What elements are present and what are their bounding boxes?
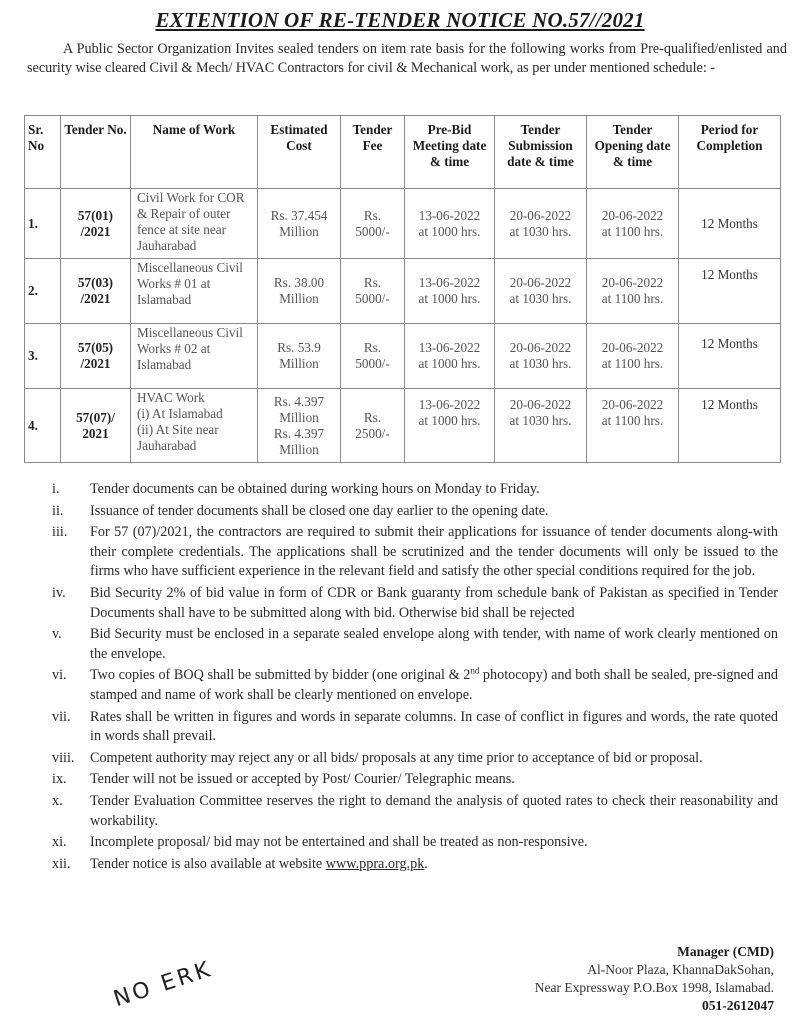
- designation: Manager (CMD): [677, 944, 774, 959]
- submission-date-value: 20-06-2022: [509, 340, 572, 355]
- submission-date: [495, 189, 587, 259]
- item-number: ii.: [52, 502, 64, 519]
- list-item: [52, 502, 778, 522]
- name-of-work: Miscellaneous Civil Works # 01 at Islamabad: [131, 259, 258, 324]
- submission-time-value: at 1030 hrs.: [509, 291, 572, 306]
- sr-no: 2.: [25, 259, 61, 324]
- cost-line2: Million: [279, 356, 319, 371]
- cost-line1: Rs. 38.00: [273, 275, 325, 290]
- handwritten-annotation: NO ERK: [110, 956, 216, 1013]
- submission-date: [495, 259, 587, 324]
- fee-line2: 5000/-: [355, 291, 390, 306]
- opening-time-value: at 1100 hrs.: [601, 223, 664, 239]
- estimated-cost: [258, 189, 341, 259]
- list-item: [52, 770, 778, 790]
- pre-bid-date: [405, 389, 495, 463]
- header-submission: Tender Submission date & time: [495, 116, 587, 189]
- period: 12 Months: [679, 324, 781, 389]
- cost-line1: Rs. 4.397: [273, 393, 325, 409]
- item-number: v.: [52, 626, 62, 643]
- tender-no-line2: /2021: [80, 223, 111, 239]
- header-opening: Tender Opening date & time: [587, 116, 679, 189]
- table-row: [25, 324, 781, 389]
- tender-no-line2: 2021: [82, 425, 109, 441]
- fee-line1: Rs.: [363, 409, 382, 425]
- item-text: Tender will not be issued or accepted by Post/ Courier/ Telegraphic means.: [90, 771, 515, 788]
- header-tender-no: Tender No.: [61, 116, 131, 189]
- submission-date-value: 20-06-2022: [509, 275, 572, 290]
- item-number: i.: [52, 481, 60, 497]
- item-text: For 57 (07)/2021, the contractors are required to submit their applications for issuance of tender documents along-with their complete credentials. The applications shall be scrutinized and the tender documents will only be issued to the firms who have sufficient experience in the relevant field and satisfy the other special conditions required for the job.: [90, 524, 778, 580]
- tender-no-line2: /2021: [80, 356, 111, 371]
- notice-title: EXTENTION OF RE-TENDER NOTICE NO.57//2021: [155, 8, 645, 32]
- item-text-part: .: [424, 855, 428, 872]
- address-line2: Near Expressway P.O.Box 1998, Islamabad.: [534, 980, 774, 995]
- item-text: Competent authority may reject any or all bids/ proposals at any time prior to acceptance of bid or proposal.: [90, 749, 703, 766]
- list-item: [52, 792, 778, 831]
- sr-no: 1.: [25, 189, 61, 259]
- period: 12 Months: [679, 189, 781, 259]
- item-text: Tender documents can be obtained during working hours on Monday to Friday.: [90, 481, 540, 497]
- opening-time-value: at 1100 hrs.: [601, 413, 664, 428]
- item-number: vii.: [52, 708, 71, 725]
- pre-bid-date-value: 13-06-2022: [418, 275, 481, 290]
- header-tender-fee: Tender Fee: [341, 116, 405, 189]
- item-number: vi.: [52, 667, 67, 684]
- header-period: Period for Completion: [679, 116, 781, 189]
- tender-no-line2: /2021: [80, 291, 111, 306]
- item-text: Bid Security 2% of bid value in form of CDR or Bank guaranty from schedule bank of Pakistan as specified in Tender Documents shall have to be submitted along with bid. Otherwise bid shall be rejected: [90, 584, 778, 621]
- estimated-cost: [258, 324, 341, 389]
- fee-line1: Rs.: [363, 340, 382, 355]
- submission-date-value: 20-06-2022: [509, 207, 572, 223]
- period: 12 Months: [679, 389, 781, 463]
- cost-line2: Million: [279, 223, 319, 239]
- item-text: Tender Evaluation Committee reserves the right to demand the analysis of quoted rates to check their reasonability and workability.: [90, 792, 778, 829]
- tender-fee: [341, 189, 405, 259]
- header-sr-no: Sr. No: [25, 116, 61, 189]
- intro-paragraph: A Public Sector Organization Invites sealed tenders on item rate basis for the following works from Pre-qualified/enlisted and security wise cleared Civil & Mech/ HVAC Contractors for civil & Mechanical work, as per under mentioned schedule: -: [27, 41, 787, 76]
- signature-block: [535, 943, 774, 1015]
- website-link[interactable]: www.ppra.org.pk: [325, 855, 425, 872]
- list-item: [52, 833, 778, 853]
- name-line2: (i) At Islamabad: [137, 406, 223, 421]
- submission-date-value: 20-06-2022: [509, 397, 572, 412]
- item-text: Issuance of tender documents shall be closed one day earlier to the opening date.: [90, 502, 549, 519]
- name-line3: (ii) At Site near Jauharabad: [137, 422, 219, 453]
- opening-date-value: 20-06-2022: [601, 275, 664, 290]
- fee-line2: 5000/-: [355, 356, 390, 371]
- name-of-work: Civil Work for COR & Repair of outer fence at site near Jauharabad: [131, 189, 258, 259]
- opening-date-value: 20-06-2022: [601, 397, 664, 412]
- list-item: [52, 625, 778, 664]
- fee-line2: 5000/-: [355, 223, 390, 239]
- cost-line1: Rs. 53.9: [277, 340, 321, 355]
- cost-line1: Rs. 37.454: [270, 207, 328, 223]
- sr-no: 4.: [25, 389, 61, 463]
- table-row: [25, 259, 781, 324]
- item-text: Rates shall be written in figures and words in separate columns. In case of conflict in figures and words, the rate quoted in words shall prevail.: [90, 708, 778, 745]
- tender-no-line1: 57(05): [77, 340, 114, 355]
- opening-date: [587, 324, 679, 389]
- pre-bid-time-value: at 1000 hrs.: [418, 291, 481, 306]
- pre-bid-date-value: 13-06-2022: [418, 340, 481, 355]
- opening-date: [587, 389, 679, 463]
- header-name-of-work: Name of Work: [131, 116, 258, 189]
- list-item: [52, 855, 778, 875]
- cost-line2: Million: [279, 409, 319, 425]
- list-item: [52, 584, 778, 623]
- item-number: iv.: [52, 584, 66, 601]
- opening-date-value: 20-06-2022: [601, 207, 664, 223]
- cost-line4: Million: [279, 441, 319, 457]
- tender-no: [61, 324, 131, 389]
- fee-line1: Rs.: [363, 275, 382, 290]
- submission-date: [495, 324, 587, 389]
- item-text: Incomplete proposal/ bid may not be entertained and shall be treated as non-responsive.: [90, 834, 588, 851]
- submission-time-value: at 1030 hrs.: [509, 223, 572, 239]
- list-item: [52, 749, 778, 769]
- cost-line3: Rs. 4.397: [273, 425, 325, 441]
- address-line1: Al-Noor Plaza, KhannaDakSohan,: [587, 962, 774, 977]
- estimated-cost: [258, 259, 341, 324]
- opening-date: [587, 189, 679, 259]
- item-text-part: Tender notice is also available at website: [90, 855, 326, 872]
- list-item: [52, 523, 778, 582]
- item-number: iii.: [52, 524, 68, 541]
- tender-schedule-table: [24, 115, 781, 463]
- pre-bid-time-value: at 1000 hrs.: [418, 356, 481, 371]
- item-text-part: photocopy) and both shall be sealed, pre-signed and stamped and name of work shall be clearly mentioned on envelope.: [90, 667, 779, 703]
- item-text: [90, 666, 778, 705]
- item-number: x.: [52, 792, 63, 809]
- tender-fee: [341, 389, 405, 463]
- item-number: xi.: [52, 834, 67, 851]
- pre-bid-date: [405, 259, 495, 324]
- table-row: [25, 389, 781, 463]
- tender-no: [61, 259, 131, 324]
- name-of-work: [131, 389, 258, 463]
- fee-line2: 2500/-: [355, 425, 390, 441]
- pre-bid-date: [405, 189, 495, 259]
- terms-list: [52, 480, 778, 876]
- estimated-cost: [258, 389, 341, 463]
- pre-bid-date: [405, 324, 495, 389]
- tender-no: [61, 389, 131, 463]
- submission-time-value: at 1030 hrs.: [509, 356, 572, 371]
- item-text: Bid Security must be enclosed in a separate sealed envelope along with tender, with name of work clearly mentioned on the envelope.: [90, 626, 778, 662]
- opening-time-value: at 1100 hrs.: [601, 291, 664, 306]
- list-item: [52, 666, 778, 705]
- opening-date-value: 20-06-2022: [601, 340, 664, 355]
- superscript: nd: [470, 665, 480, 676]
- submission-time-value: at 1030 hrs.: [509, 413, 572, 428]
- pre-bid-date-value: 13-06-2022: [418, 207, 481, 223]
- pre-bid-date-value: 13-06-2022: [418, 397, 481, 412]
- tender-no-line1: 57(07)/: [76, 409, 115, 425]
- table-header-row: [25, 116, 781, 189]
- submission-date: [495, 389, 587, 463]
- pre-bid-time-value: at 1000 hrs.: [418, 413, 481, 428]
- item-text-part: Two copies of BOQ shall be submitted by bidder (one original & 2: [90, 667, 471, 684]
- name-line1: HVAC Work: [137, 390, 205, 405]
- item-number: xii.: [52, 855, 71, 872]
- tender-no-line1: 57(03): [77, 275, 114, 290]
- tender-fee: [341, 324, 405, 389]
- opening-date: [587, 259, 679, 324]
- tender-no: [61, 189, 131, 259]
- period: 12 Months: [679, 259, 781, 324]
- sr-no: 3.: [25, 324, 61, 389]
- opening-time-value: at 1100 hrs.: [601, 356, 664, 371]
- name-of-work: Miscellaneous Civil Works # 02 at Islamabad: [131, 324, 258, 389]
- table-row: [25, 189, 781, 259]
- header-estimated-cost: Estimated Cost: [258, 116, 341, 189]
- phone-number: 051-2612047: [702, 998, 774, 1013]
- cost-line2: Million: [279, 291, 319, 306]
- list-item: [52, 708, 778, 747]
- tender-fee: [341, 259, 405, 324]
- item-text: [90, 855, 778, 875]
- header-pre-bid: Pre-Bid Meeting date & time: [405, 116, 495, 189]
- list-item: [52, 480, 778, 500]
- tender-no-line1: 57(01): [77, 207, 114, 223]
- item-number: viii.: [52, 749, 75, 766]
- pre-bid-time-value: at 1000 hrs.: [418, 223, 481, 239]
- fee-line1: Rs.: [363, 207, 382, 223]
- item-number: ix.: [52, 771, 67, 788]
